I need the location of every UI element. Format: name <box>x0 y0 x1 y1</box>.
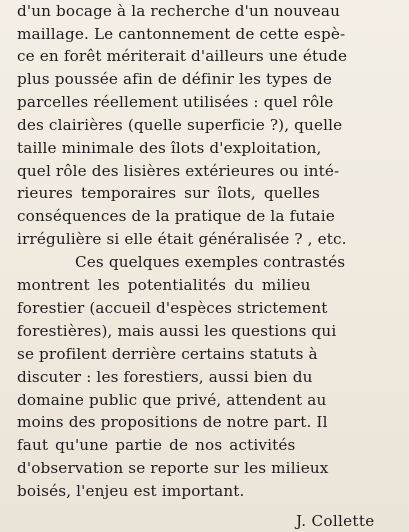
text-line: Ces quelques exemples contrastés <box>75 253 346 271</box>
text-line: forestier (accueil d'espèces strictement <box>17 299 328 317</box>
text-line: montrent les potentialités du milieu <box>17 276 311 294</box>
text-line: taille minimale des îlots d'exploitation, <box>17 139 322 157</box>
text-line: rieures temporaires sur îlots, quelles <box>17 184 320 202</box>
text-line: ce en forêt mériterait d'ailleurs une étude <box>17 47 348 65</box>
text-line: d'observation se reporte sur les milieux <box>17 459 329 477</box>
author-signature: J. Collette <box>296 512 375 530</box>
text-line: parcelles réellement utilisées : quel rôle <box>17 93 334 111</box>
text-line: quel rôle des lisières extérieures ou inté- <box>17 162 340 180</box>
text-line: plus poussée afin de définir les types de <box>17 70 332 88</box>
text-line: conséquences de la pratique de la futaie <box>17 207 335 225</box>
text-line: d'un bocage à la recherche d'un nouveau <box>17 2 341 20</box>
text-line: maillage. Le cantonnement de cette espè- <box>17 25 346 43</box>
text-line: boisés, l'enjeu est important. <box>17 482 245 500</box>
text-line: faut qu'une partie de nos activités <box>17 436 296 454</box>
text-line: irrégulière si elle était généralisée ? , etc. <box>17 230 347 248</box>
text-line: domaine public que privé, attendent au <box>17 391 327 409</box>
text-line: se profilent derrière certains statuts à <box>17 345 318 363</box>
text-line: discuter : les forestiers, aussi bien du <box>17 368 313 386</box>
text-line: moins des propositions de notre part. Il <box>17 413 328 431</box>
text-line: forestières), mais aussi les questions qui <box>17 322 337 340</box>
text-line: des clairières (quelle superficie ?), quelle <box>17 116 343 134</box>
